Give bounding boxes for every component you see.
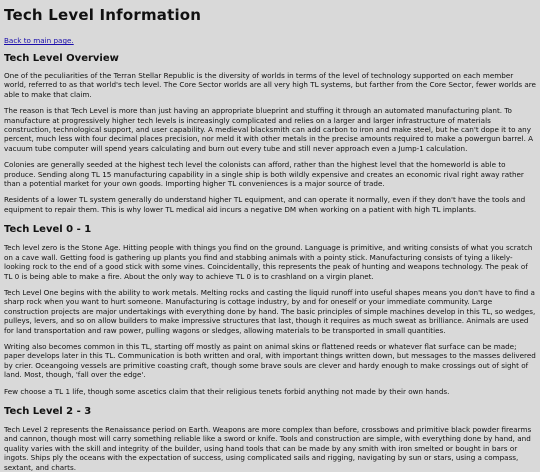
paragraph: One of the peculiarities of the Terran Stellar Republic is the diversity of worlds in terms of the level of technology supported on each member world, referred to as that world's tech level. The Core Sector worlds are all very high TL systems, but farther from the Core Sector, fewer worlds are able to make that claim. [4, 71, 536, 99]
paragraph: Tech Level 2 represents the Renaissance period on Earth. Weapons are more complex than before, crossbows and primitive black powder firearms and cannon, though most will carry something reliable like a sword or knife. Tools and construction are simple, with everything done by hand, and quality varies with the skill and integrity of the builder, using hand tools that can be made by any smith with iron smelted or bought in bars or ingots. Ships ply the oceans with the expectation of success, using complicated sails and rigging, navigating by sun or stars, using a compass, sextant, and charts. [4, 424, 532, 472]
section-heading-tl-0-1: Tech Level 0 - 1 [4, 224, 92, 236]
section-heading-overview: Tech Level Overview [4, 53, 119, 64]
back-to-main-link[interactable]: Back to main page. [4, 36, 74, 45]
paragraph: Writing also becomes common in this TL, starting off mostly as paint on animal skins or flattened reeds or whatever flat surface can be made; paper develops later in this TL. Communication is both written and oral, with important things written down, but messages to the masses delivered by crier. Oceangoing vessels are primitive coasting craft, though some brave souls are clever and hardy enough to make crossings out of sight of land. Most, though, 'fall over the edge'. [4, 341, 536, 380]
section-heading-tl-2-3: Tech Level 2 - 3 [4, 405, 92, 417]
paragraph: Few choose a TL 1 life, though some ascetics claim that their religious tenets forbid anything not made by their own hands. [4, 386, 450, 396]
paragraph: Tech level zero is the Stone Age. Hitting people with things you find on the ground. Language is primitive, and writing consists of what you scratch on a cave wall. Getting food is gathering up plants you find and stabbing animals with a pointy stick. Manufacturing consists of tying a likely-looking rock to the end of a good stick with some vines. Coincidentally, this represents the peak of hunting and weapons technology. The peak of TL 0 is being able to make a fire. About the only way to achieve TL 0 is to crashland on a virgin planet. [4, 243, 533, 281]
paragraph: Tech Level One begins with the ability to work metals. Melting rocks and casting the liquid runoff into useful shapes means you don't have to find a sharp rock when you want to hurt someone. Manufacturing is cottage industry, by and for oneself or your immediate community. Large construction projects are major undertakings with everything done by hand. The basic principles of simple machines develop in this TL, so wedges, pulleys, levers, and so on allow builders to make impressive structures that last, though it requires as much sweat as brilliance. Animals are used for land transportation and raw power, pulling wagons or sledges, allowing materials to be transported in small quantities. [4, 287, 536, 335]
page-title: Tech Level Information [4, 6, 202, 24]
paragraph: The reason is that Tech Level is more than just having an appropriate blueprint and stuffing it through an automated manufacturing plant. To manufacture at progressively higher tech levels is increasingly complicated and relies on a larger and larger infrastructure of materials construction, technological support, and user capability. A medieval blacksmith can add carbon to iron and make steel, but he can't dope it to any percent, much less with four decimal places precision, nor meld it with other metals in the precise amounts required to make a powergun barrel. A vacuum tube computer will spend years calculating and burn out every tube and still never approach even a Jump-1 calculation. [4, 106, 534, 153]
paragraph: Colonies are generally seeded at the highest tech level the colonists can afford, rather than the highest level that the homeworld is able to produce. Sending along TL 15 manufacturing capability in a single ship is both wildly expensive and creates an economic rival right away rather than a potential market for your own goods. Importing higher TL conveniences is a major source of trade. [4, 160, 524, 189]
paragraph: Residents of a lower TL system generally do understand higher TL equipment, and can operate it normally, even if they don't have the tools and equipment to repair them. This is why lower TL medical aid incurs a negative DM when working on a patient with high TL implants. [4, 195, 526, 214]
